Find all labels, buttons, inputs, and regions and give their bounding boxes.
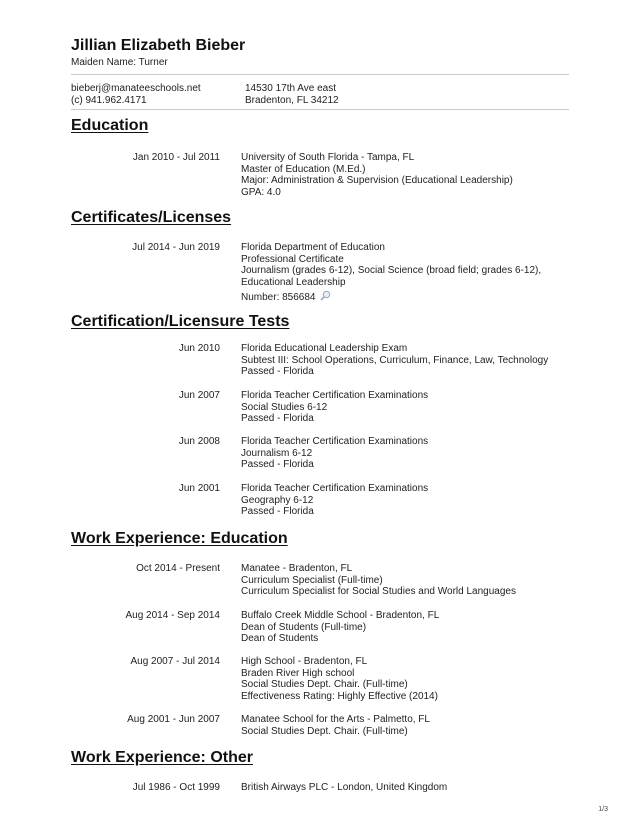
entry-line: Geography 6-12	[241, 494, 314, 506]
entry-line: Passed - Florida	[241, 506, 314, 517]
entry-details	[241, 436, 581, 471]
entry-line: High School - Bradenton, FL	[241, 656, 368, 667]
entry-details	[241, 242, 581, 305]
entry-details	[241, 610, 581, 645]
entry-line: Passed - Florida	[241, 413, 314, 424]
entry-line: Florida Teacher Certification Examinations	[241, 436, 429, 447]
entry-line: Florida Teacher Certification Examinations	[241, 390, 429, 401]
entry-line: Master of Education (M.Ed.)	[241, 163, 366, 175]
section-title-education: Education	[71, 117, 149, 134]
entry-line: Buffalo Creek Middle School - Bradenton, FL	[241, 610, 440, 621]
entry-line: British Airways PLC - London, United Kingdom	[241, 782, 448, 793]
entry-line: Social Studies Dept. Chair. (Full-time)	[241, 679, 408, 690]
entry-line: GPA: 4.0	[241, 186, 281, 198]
header-rule-top	[71, 74, 569, 75]
phone: (c) 941.962.4171	[71, 95, 147, 106]
address-line-1: 14530 17th Ave east	[245, 83, 337, 94]
section-title-tests: Certification/Licensure Tests	[71, 313, 290, 330]
entry-date: Jun 2007	[178, 390, 220, 401]
contact-left	[71, 83, 201, 107]
entry-line: Passed - Florida	[241, 459, 314, 470]
entry-details	[241, 656, 581, 702]
entry-line: Subtest III: School Operations, Curriculum, Finance, Law, Technology	[241, 354, 549, 366]
entry-line: Social Studies Dept. Chair. (Full-time)	[241, 725, 408, 737]
entry-date: Jun 2010	[178, 343, 220, 354]
entry-details	[241, 563, 581, 598]
entry-line: Manatee School for the Arts - Palmetto, FL	[241, 714, 430, 725]
entry-details	[241, 390, 581, 425]
section-title-work-other: Work Experience: Other	[71, 749, 253, 766]
email[interactable]: bieberj@manateeschools.net	[71, 83, 201, 94]
entry-date: Jul 2014 - Jun 2019	[132, 242, 220, 253]
entry-line: Florida Teacher Certification Examinations	[241, 483, 429, 494]
entry-date: Aug 2007 - Jul 2014	[130, 656, 220, 667]
entry-line: Professional Certificate	[241, 253, 344, 265]
entry-line: Major: Administration & Supervision (Educational Leadership)	[241, 175, 513, 186]
entry-line: Journalism 6-12	[241, 447, 313, 459]
entry-date: Oct 2014 - Present	[136, 563, 220, 574]
entry-line: Social Studies 6-12	[241, 401, 328, 413]
entry-line: Curriculum Specialist (Full-time)	[241, 574, 383, 586]
entry-line: Florida Department of Education	[241, 242, 385, 253]
entry-details	[241, 483, 581, 518]
certificate-number: Number: 856684	[241, 291, 316, 303]
maiden-name: Maiden Name: Turner	[71, 57, 168, 68]
entry-line: Dean of Students	[241, 633, 319, 644]
entry-date: Jun 2001	[178, 483, 220, 494]
section-title-certificates: Certificates/Licenses	[71, 209, 232, 226]
contact-right	[245, 83, 339, 107]
entry-line: Dean of Students (Full-time)	[241, 621, 367, 633]
entry-line: Braden River High school	[241, 667, 355, 679]
entry-line: Passed - Florida	[241, 366, 314, 377]
entry-line: Journalism (grades 6-12), Social Science (broad field; grades 6-12),	[241, 265, 542, 276]
address-line-2: Bradenton, FL 34212	[245, 95, 339, 106]
entry-date: Jan 2010 - Jul 2011	[132, 152, 220, 163]
page-number: 1/3	[598, 806, 608, 813]
entry-line: Florida Educational Leadership Exam	[241, 343, 408, 354]
entry-date: Jul 1986 - Oct 1999	[132, 782, 220, 793]
entry-date: Aug 2001 - Jun 2007	[127, 714, 220, 725]
entry-date: Aug 2014 - Sep 2014	[125, 610, 220, 621]
candidate-name: Jillian Elizabeth Bieber	[71, 37, 246, 54]
entry-date: Jun 2008	[178, 436, 220, 447]
entry-line: Educational Leadership	[241, 276, 346, 288]
entry-details	[241, 152, 581, 198]
entry-line-number	[241, 290, 581, 305]
entry-line: Curriculum Specialist for Social Studies and World Languages	[241, 586, 516, 597]
entry-details	[241, 782, 581, 794]
entry-line: Effectiveness Rating: Highly Effective (2014)	[241, 690, 438, 702]
entry-details	[241, 343, 581, 378]
entry-line: Manatee - Bradenton, FL	[241, 563, 353, 574]
entry-line: University of South Florida - Tampa, FL	[241, 152, 415, 163]
magnifier-icon[interactable]	[320, 290, 331, 305]
section-title-work-education: Work Experience: Education	[71, 530, 288, 547]
header-rule-bottom	[71, 109, 569, 110]
entry-details	[241, 714, 581, 737]
